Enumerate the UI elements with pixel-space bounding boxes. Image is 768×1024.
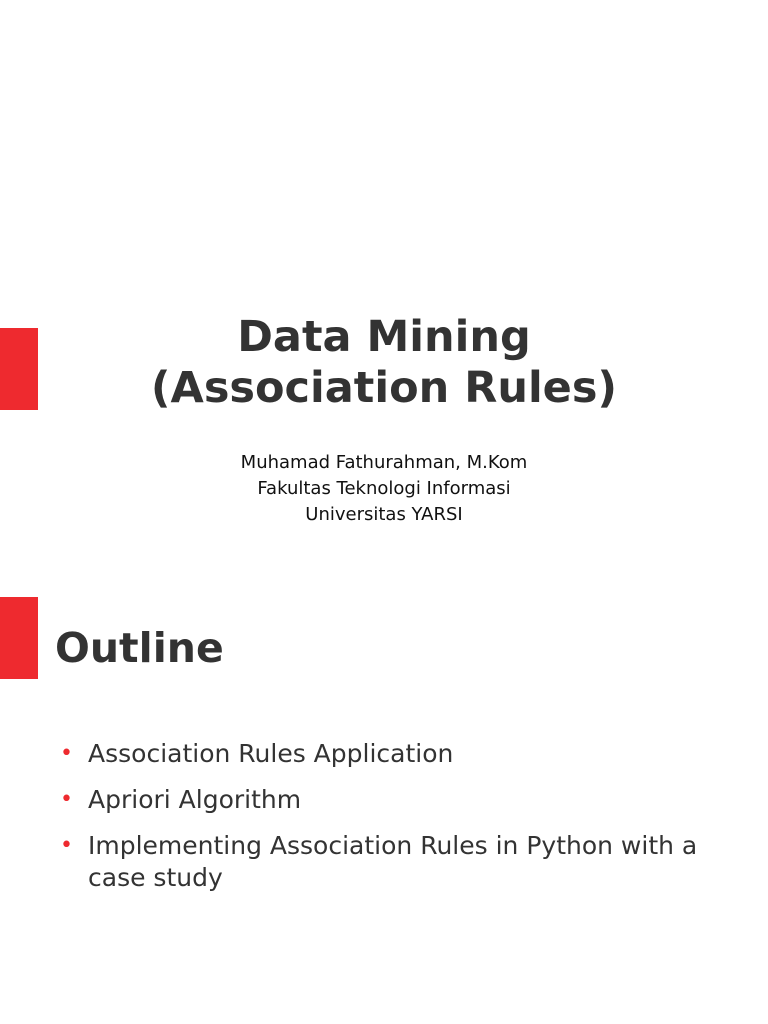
outline-item-python-case-study <box>60 830 700 894</box>
slide-title-line-1: Data Mining <box>237 312 531 362</box>
author-faculty: Fakultas Teknologi Informasi <box>257 478 511 499</box>
author-university: Universitas YARSI <box>305 504 463 525</box>
outline-list <box>60 738 700 908</box>
outline-heading: Outline <box>55 624 224 672</box>
slide-title-line-2: (Association Rules) <box>150 363 618 413</box>
outline-item-text: Implementing Association Rules in Python with a case study <box>88 831 698 892</box>
outline-item-text: Apriori Algorithm <box>88 785 302 814</box>
outline-item-association-rules-application <box>60 738 700 770</box>
outline-item-text: Association Rules Application <box>88 739 454 768</box>
title-block <box>0 312 768 414</box>
bullet-icon: • <box>60 741 73 766</box>
author-block <box>0 450 768 528</box>
outline-accent-bar <box>0 597 38 679</box>
outline-item-apriori-algorithm <box>60 784 700 816</box>
bullet-icon: • <box>60 787 73 812</box>
bullet-icon: • <box>60 833 73 858</box>
author-name: Muhamad Fathurahman, M.Kom <box>240 452 528 473</box>
